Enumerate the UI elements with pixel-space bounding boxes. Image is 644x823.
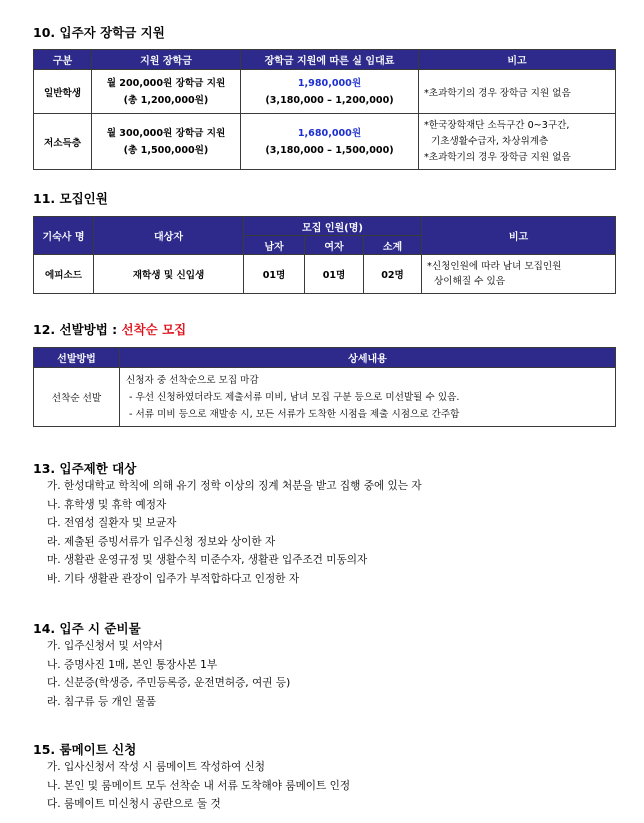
scholarship-table [33, 49, 616, 170]
col-header-note: 비고 [422, 217, 616, 255]
col-header-rent: 장학금 지원에 따른 실 임대료 [241, 50, 419, 70]
section-14-title: 14. 입주 시 준비물 [33, 621, 141, 636]
selection-method: 선착순 선발 [34, 368, 120, 427]
table-row [34, 70, 616, 114]
row-category: 일반학생 [34, 70, 92, 114]
note-line: *초과학기의 경우 장학금 지원 없음 [424, 151, 571, 163]
restriction-list [47, 477, 422, 589]
support-total: (총 1,200,000원) [123, 94, 209, 106]
section-12-title-highlight: 선착순 모집 [121, 322, 187, 337]
section-15-title: 15. 룸메이트 신청 [33, 742, 137, 757]
col-header-support: 지원 장학금 [92, 50, 241, 70]
list-item: 다. 전염성 질환자 및 보균자 [47, 517, 177, 530]
scholarship-header-row [34, 50, 616, 70]
col-header-target: 대상자 [94, 217, 244, 255]
preparation-list [47, 637, 290, 711]
list-item: 나. 본인 및 룸메이트 모두 선착순 내 서류 도착해야 룸메이트 인정 [47, 779, 351, 792]
subtotal-count: 02명 [364, 255, 422, 294]
selection-detail [120, 368, 616, 427]
selection-table [33, 347, 616, 427]
detail-line: - 서류 미비 등으로 재발송 시, 모든 서류가 도착한 시점을 제출 시점으로 간주함 [129, 408, 460, 420]
list-item: 라. 침구류 등 개인 물품 [47, 695, 156, 708]
section-12-title-prefix: 12. 선발방법 : [33, 322, 122, 337]
list-item: 나. 증명사진 1매, 본인 통장사본 1부 [47, 658, 218, 671]
dorm-name: 에피소드 [34, 255, 94, 294]
col-header-male: 남자 [244, 236, 305, 255]
male-count: 01명 [244, 255, 305, 294]
support-total: (총 1,500,000원) [123, 144, 209, 156]
row-note [419, 114, 616, 170]
list-item: 나. 휴학생 및 휴학 예정자 [47, 498, 167, 511]
list-item: 가. 입사신청서 작성 시 룸메이트 작성하여 신청 [47, 761, 266, 773]
rent-value: 1,680,000원 [297, 127, 362, 139]
list-item: 다. 룸메이트 미신청시 공란으로 둘 것 [47, 798, 221, 811]
section-12-title [33, 320, 186, 338]
detail-line: - 우선 신청하였더라도 제출서류 미비, 남녀 모집 구분 등으로 미선발될 수 있음. [129, 391, 460, 403]
section-11-title: 11. 모집인원 [33, 191, 108, 206]
table-row [34, 368, 616, 427]
list-item: 다. 신분증(학생증, 주민등록증, 운전면허증, 여권 등) [47, 677, 291, 690]
section-13-title: 13. 입주제한 대상 [33, 461, 137, 476]
list-item: 라. 제출된 증빙서류가 입주신청 정보와 상이한 자 [47, 535, 276, 548]
col-header-female: 여자 [305, 236, 364, 255]
table-row [34, 114, 616, 170]
col-header-category: 구분 [34, 50, 92, 70]
rent-calc: (3,180,000 – 1,200,000) [265, 94, 394, 106]
note-line: *초과학기의 경우 장학금 지원 없음 [424, 87, 571, 99]
note-line: *신청인원에 따라 남녀 모집인원 [427, 261, 562, 272]
row-note [419, 70, 616, 114]
table-row [34, 255, 616, 294]
list-item: 바. 기타 생활관 관장이 입주가 부적합하다고 인정한 자 [47, 572, 300, 585]
support-amount: 월 200,000원 장학금 지원 [106, 77, 226, 89]
list-item: 가. 한성대학교 학칙에 의해 유기 정학 이상의 징계 처분을 받고 집행 중에 있는 자 [47, 480, 422, 492]
female-count: 01명 [305, 255, 364, 294]
support-amount: 월 300,000원 장학금 지원 [106, 127, 226, 139]
row-note [422, 255, 616, 294]
row-category: 저소득층 [34, 114, 92, 170]
col-header-method: 선발방법 [34, 348, 120, 368]
list-item: 가. 입주신청서 및 서약서 [47, 640, 163, 652]
note-line: *한국장학재단 소득구간 0~3구간, [424, 119, 570, 131]
col-header-note: 비고 [419, 50, 616, 70]
section-10-title: 10. 입주자 장학금 지원 [33, 25, 165, 40]
col-header-dorm: 기숙사 명 [34, 217, 94, 255]
note-line: 상이해질 수 있음 [434, 276, 505, 287]
rent-calc: (3,180,000 – 1,500,000) [265, 144, 394, 156]
detail-line: 신청자 중 선착순으로 모집 마감 [126, 374, 259, 386]
col-header-count: 모집 인원(명) [244, 217, 422, 236]
note-line: 기초생활수급자, 차상위계층 [431, 135, 549, 147]
roommate-list [47, 758, 350, 814]
recruitment-table [33, 216, 616, 294]
target-group: 재학생 및 신입생 [94, 255, 244, 294]
col-header-subtotal: 소계 [364, 236, 422, 255]
col-header-detail: 상세내용 [120, 348, 616, 368]
rent-value: 1,980,000원 [297, 77, 362, 89]
list-item: 마. 생활관 운영규정 및 생활수칙 미준수자, 생활관 입주조건 미동의자 [47, 554, 368, 567]
